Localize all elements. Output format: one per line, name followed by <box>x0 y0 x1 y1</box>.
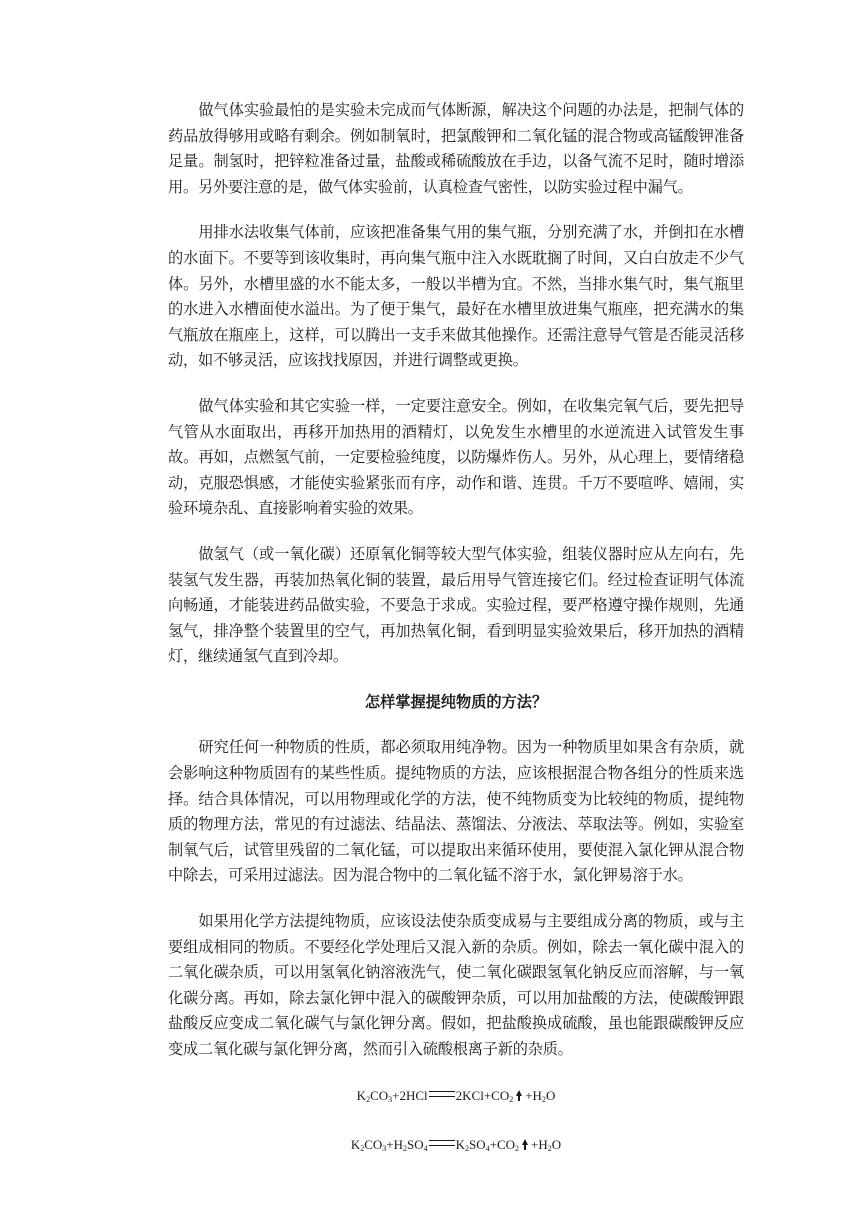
paragraph-chemical-purification: 如果用化学方法提纯物质，应该设法使杂质变成易与主要组成分离的物质，或与主要组成相同的物质。不要经化学处理后又混入新的杂质。例如，除去一氧化碳中混入的二氧化碳杂质，可以用氢氧化钠溶液洗气，使二氧化碳跟氢氧化钠反应而溶解，与一氧化碳分离。再如，除去氯化钾中混入的碳酸钾杂质，可以用加盐酸的方法，使碳酸钾跟盐酸反应变成二氧化碳气与氯化钾分离。假如，把盐酸换成硫酸，虽也能跟碳酸钾反应变成二氧化碳与氯化钾分离，然而引入硫酸根离子新的杂质。 <box>168 912 744 1058</box>
paragraph-physical-purification: 研究任何一种物质的性质，都必须取用纯净物。因为一种物质里如果含有杂质，就会影响这种物质固有的某些性质。提纯物质的方法，应该根据混合物各组分的性质来选择。结合具体情况，可以用物理或化学的方法，使不纯物质变为比较纯的物质，提纯物质的物理方法，常见的有过滤法、结晶法、蒸馏法、分液法、萃取法等。例如，实验室制氧气后，试管里残留的二氧化锰，可以提取出来循环使用，要使混入氯化钾从混合物中除去，可采用过滤法。因为混合物中的二氧化锰不溶于水，氯化钾易溶于水。 <box>168 738 744 885</box>
gas-arrow-icon <box>516 1090 522 1096</box>
equation-k2co3-hcl <box>168 1083 744 1113</box>
paragraph-safety: 做气体实验和其它实验一样，一定要注意安全。例如，在收集完氧气后，要先把导气管从水面取出，再移开加热用的酒精灯，以免发生水槽里的水逆流进入试管发生事故。再如，点燃氢气前，一定要检验纯度，以防爆炸伤人。另外，从心理上，要情绪稳动，克服恐惧感，才能使实验紧张而有序，动作和谐、连贯。千万不要喧哗、嬉闹，实验环境杂乱、直接影响着实验的效果。 <box>168 396 744 518</box>
formula-text: +CO <box>489 1137 516 1153</box>
formula-subscript: 2 <box>509 1094 514 1104</box>
formula-subscript: 2 <box>547 1144 552 1154</box>
formula-subscript: 3 <box>388 1094 393 1104</box>
equation-k2co3-h2so4 <box>168 1132 744 1162</box>
reaction-equals-sign <box>429 1091 455 1097</box>
formula-text: O <box>545 1087 556 1103</box>
formula-text: CO <box>364 1137 383 1153</box>
paragraph-spacer <box>168 522 744 542</box>
section-heading: 怎样掌握提纯物质的方法？ <box>364 692 548 711</box>
gas-arrow-icon <box>522 1139 528 1145</box>
formula-subscript: 2 <box>465 1144 470 1154</box>
formula-subscript: 4 <box>485 1144 490 1154</box>
paragraph-spacer <box>168 715 744 735</box>
paragraph-gas-supply: 做气体实验最怕的是实验未完成而气体断源，解决这个问题的办法是，把制气体的药品放得够用或略有剩余。例如制氧时，把氯酸钾和二氧化锰的混合物或高锰酸钾准备足量。制氢时，把锌粒准备过量，盐酸或稀硫酸放在手边，以备气流不足时，随时增添用。另外要注意的是，做气体实验前，认真检查气密性，以防实验过程中漏气。 <box>168 101 744 196</box>
paragraph-spacer <box>168 889 744 909</box>
formula-subscript: 2 <box>515 1144 520 1154</box>
formula-text: O <box>551 1137 562 1153</box>
formula-subscript: 2 <box>403 1144 408 1154</box>
formula-text: +H <box>531 1137 548 1153</box>
formula-subscript: 2 <box>541 1094 546 1104</box>
formula-text: +2HCl <box>392 1087 428 1103</box>
formula-subscript: 4 <box>423 1144 428 1154</box>
formula-text: K <box>350 1137 361 1153</box>
paragraph-spacer <box>168 670 744 690</box>
formula-text: SO <box>407 1137 424 1153</box>
paragraph-water-collection: 用排水法收集气体前，应该把准备集气用的集气瓶，分别充满了水，并倒扣在水槽的水面下。不要等到该收集时，再向集气瓶中注入水既耽搁了时间，又白白放走不少气体。另外，水槽里盛的水不能太多，一般以半槽为宜。不然，当排水集气时，集气瓶里的水进入水槽面使水溢出。为了便于集气，最好在水槽里放进集气瓶座，把充满水的集气瓶放在瓶座上，这样，可以腾出一支手来做其他操作。还需注意导气管是否能灵活移动，如不够灵活，应该找找原因，并进行调整或更换。 <box>168 223 744 370</box>
formula-text: CO <box>370 1087 389 1103</box>
formula-subscript: 2 <box>366 1094 371 1104</box>
formula-subscript: 2 <box>360 1144 365 1154</box>
formula-text: +H <box>525 1087 542 1103</box>
formula-text: K <box>356 1087 367 1103</box>
paragraph-spacer <box>168 1063 744 1083</box>
paragraph-spacer <box>168 374 744 394</box>
formula-text: K <box>455 1137 466 1153</box>
formula-subscript: 3 <box>382 1144 387 1154</box>
document-page <box>168 98 744 1162</box>
formula-text: SO <box>469 1137 486 1153</box>
paragraph-apparatus-assembly: 做氢气（或一氧化碳）还原氧化铜等较大型气体实验，组装仪器时应从左向右，先装氢气发生器，再装加热氧化铜的装置，最后用导气管连接它们。经过检查证明气体流向畅通，才能装进药品做实验，不要急于求成。实验过程，要严格遵守操作规则，先通氢气，排净整个装置里的空气，再加热氧化铜，看到明显实验效果后，移开加热的酒精灯，继续通氢气直到冷却。 <box>168 544 744 666</box>
paragraph-spacer <box>168 1112 744 1132</box>
formula-text: 2KCl+CO <box>455 1087 510 1103</box>
reaction-equals-sign <box>429 1140 455 1146</box>
paragraph-spacer <box>168 200 744 220</box>
formula-text: +H <box>386 1137 404 1153</box>
